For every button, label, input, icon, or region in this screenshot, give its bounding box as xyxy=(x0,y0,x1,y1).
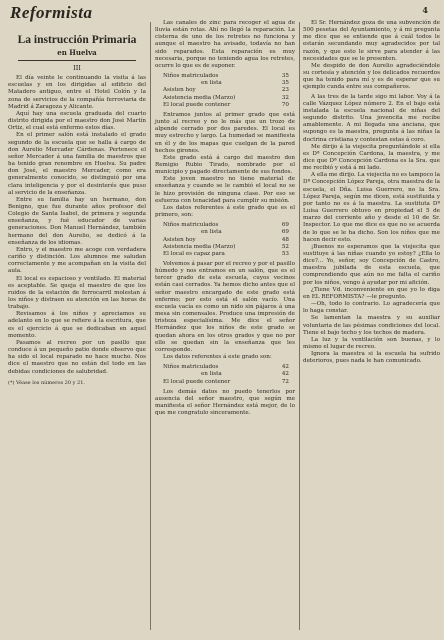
paragraph: ¿Tiene Vd. inconveniente en que yo lo diga en EL REFORMISTA? —le pregunto. xyxy=(303,286,440,300)
paragraph: Revisamos á los niños y apreciamos su adelanto en lo que se refiere á la escritura, que es el ejercicio á que se dedicaban en aquel momento. xyxy=(8,311,146,339)
paragraph: Volvemos á pasar por el recreo y por el pasillo húmedo y nos entramos en un salón, que es el tercer grado de esta escuela, cuyos vecinos están casi cerrados. Ya hemos dicho antes que el señor maestro encargado de este grado está enfermo; por esto está el salón vacío. Una escuela vacía es como un nido sin pájaros á una mesa sin comensales. Produce una impresión de tristeza especialísima. Me dice el señor Hernández que los niños de este grado se quedan ahora en los otros grados y que no por ello se quedan sin la enseñanza que les corresponde. xyxy=(155,261,295,353)
paragraph: ¡Buenos no esperamos que la viejecita que sustituye á las niñas cuando yo estoy? ¿Ella lo dice?... Yo, señor, soy Concepción de Castro, maestra jubilada de esta escuela, que comprendiendo que aún no me falta el cariño por los niños, vengo á ayudar por mi afición. xyxy=(303,243,440,286)
table-row: El local puede contener 70 xyxy=(163,101,289,108)
page-number: 4 xyxy=(422,5,428,15)
title-rule xyxy=(18,60,136,61)
paragraph: Ignora la maestra si la escuela ha sufrido deterioros, pues nada le han comunicado. xyxy=(303,351,440,365)
paragraph: Entre su familia hay un hermano, don Benigno, que fue durante años profesor del Colegio de Santa Isabel, de primera y segunda enseñanza, y fué educador de varias generaciones. Don Manuel Hernández, también hermano del don Aurelio, se dedicó á la enseñanza de los idiomas. xyxy=(8,196,146,246)
table-row: en lista 35 xyxy=(201,80,289,87)
paragraph: Me despido de don Aurelio agradeciéndole su cortesía y atención y los delicados recuerdos que ha tenido para mí y es de esperar que su ejemplo cunda entre sus compañeros. xyxy=(303,62,440,91)
footnote: (*) Véase los números 20 y 21. xyxy=(8,379,85,386)
paragraph: A ella me dirijo. La viejecita no es tampoco la Dª Concepción López Pareja, otra maestra de la escuela, el Dña. Luisa Guerrero, no la Sra. López Pareja, según me dicen, está sustituida y por tanto no es á la maestra. La sustituta Dª Luisa Guerrero obtuvo en propiedad el 5 de marzo del corriente año y desde el 10 de Sr. Inspector. Lo que me dice es que no se acuerda de lo que se le ha dicho. Son los niños que me hacen decir esto. xyxy=(303,172,440,243)
paragraph: —Oh, todo lo contrario. Lo agradecería que lo haga constar. xyxy=(303,301,440,315)
paragraph: Los demás datos no puedo tenerlos por ausencia del señor maestro, que según me manifiesta el señor Hernández está mejor, de lo que me congratulo sinceramente. xyxy=(155,388,295,417)
column-divider xyxy=(299,22,300,630)
section-number: III xyxy=(73,64,81,72)
paragraph: Este joven maestro no tiene material de enseñanza y cuando se le cambió el local no se le hizo provisión de ninguna clase. Por eso se esfuerza con tenacidad para cumplir su misión. xyxy=(155,176,295,204)
paragraph: Entro, y el maestro me acoge con verdadera cariño y distinción. Los alumnos me saludan correctamente y me acompañan en la visita del aula. xyxy=(8,246,146,275)
paragraph: A las tres de la tarde sigo mi labor. Voy á la calle Vázquez López número 2. En el bajo está instalada la escuela nacional de niñas del segundo distrito. Una jovencita me recibe amablemente. A mi llegada una anciana, que supongo es la maestra, pregunta á las niñas la doctrina cristiana y contestan estas á coro. xyxy=(303,93,440,143)
table-row: en lista 69 xyxy=(201,229,289,236)
data-table xyxy=(163,222,289,258)
table-row: El local puede contener 72 xyxy=(163,378,289,385)
paragraph: La luz y la ventilación son buenas, y lo mismo el lugar de recreo. xyxy=(303,336,440,351)
column-left xyxy=(8,20,146,387)
paragraph: Pasamos al recreo por un pasillo que conduce á un pequeño patio donde observo que ha sido el local reparado no hace mucho. Nos dice el maestro que no están del todo en las debidas condiciones de salubridad. xyxy=(8,339,146,375)
table-row: El local es capaz para 53 xyxy=(163,250,289,257)
column-right xyxy=(303,20,440,366)
table-row: en lista 42 xyxy=(201,371,289,378)
paragraph: En el primer salón está instalado el grado segundo de la escuela que se halla á cargo de don Aurelio Mercader Cárdenas. Pertenece el señor Mercader á una familia de maestros que ha tenido gran renombre en Huelva. Su padre don José, el maestro Mercader, como era generalmente conocido, se distinguió por una clara inteligencia y por el desinterés que puso al servicio de la enseñanza. xyxy=(8,132,146,196)
paragraph: Se lamentan la maestra y su auxiliar voluntaria de las pésimas condiciones del local. Tiene el bajo techo y los techos de madera. xyxy=(303,315,440,336)
table-row: Niños matriculados 69 xyxy=(163,222,289,229)
table-row: Asistencia media (Marzo) 32 xyxy=(163,94,289,101)
paragraph: El día veinte le continuando la visita á las escuelas y en los dirigidas al edificio del Matadero antiguo, entre el Hotel Colón y la zona de servicios de la compañía ferroviaria de Madrid á Zaragoza y Alicante. xyxy=(8,75,146,110)
paragraph: Este grado está á cargo del maestro don Remigio Rubio Tirado, nombrado por el municipio y pagado directamente de sus fondos. xyxy=(155,154,295,176)
paragraph: El Sr. Hernández goza de una subvención de 500 pesetas del Ayuntamiento, y á mi pregunta me dice que se entiende que á cuál todos le estarán secundando muy agradecidos por tal razón, y que esto le sirve para atender á las necesidades que se le presenten. xyxy=(303,20,440,62)
masthead: Reformista xyxy=(10,3,93,22)
paragraph: Los datos referentes á este grado que es el primero, son: xyxy=(155,204,295,219)
table-row: Asisten hoy 23 xyxy=(163,87,289,94)
article-title: La instrucción Primaria xyxy=(17,34,137,46)
paragraph: Las canales de zinc para recoger el agua de lluvia están rotas. Ahí no llegó la reparación. La cisterna de uno de los retretes no funciona y aunque el maestro ha avisado, todavía no han sido reparados. Esta reparación es muy necesaria, porque no teniendo agua los retretes, ocurre lo que es de suponer. xyxy=(155,20,295,69)
column-middle xyxy=(155,20,295,417)
paragraph: Los datos referentes á este grado son: xyxy=(163,354,272,361)
paragraph: Entramos juntos al primer grado que está junto al recreo y no le más que un trozo de alpende cerrado por dos paredes. El local es muy estrecho y largo. La humedad se manifiesta en él y de los mapas que cuelgan de la pared hechos girones. xyxy=(155,111,295,154)
table-row: Asistencia media (Marzo) 52 xyxy=(163,243,289,250)
article-subtitle: en Huelva xyxy=(57,48,97,57)
table-row: Asisten hoy 48 xyxy=(163,236,289,243)
data-table xyxy=(163,364,289,385)
paragraph: Me dirijo á la viejecita preguntándole si ella es Dª Concepción Cardona, la maestra, y me dice que Dª Concepción Cardona es la Sra. que me recibió y está á mi lado. xyxy=(303,143,440,172)
paragraph: Aquí hay una escuela graduada del cuarto distrito dirigida por el maestro don José Martín Ortiz, el cual está enfermo estos días. xyxy=(8,110,146,132)
paragraph: El local es espacioso y ventilado. El material es aceptable. Se queja el maestro de que los ruidos de la estación de ferrocarril molestan á los niños y distraen su atención en las horas de trabajo. xyxy=(8,275,146,311)
table-row: Niños matriculados 42 xyxy=(163,364,289,371)
data-table xyxy=(163,73,289,109)
column-divider xyxy=(150,22,151,630)
table-row: Niños matriculados 35 xyxy=(163,73,289,80)
